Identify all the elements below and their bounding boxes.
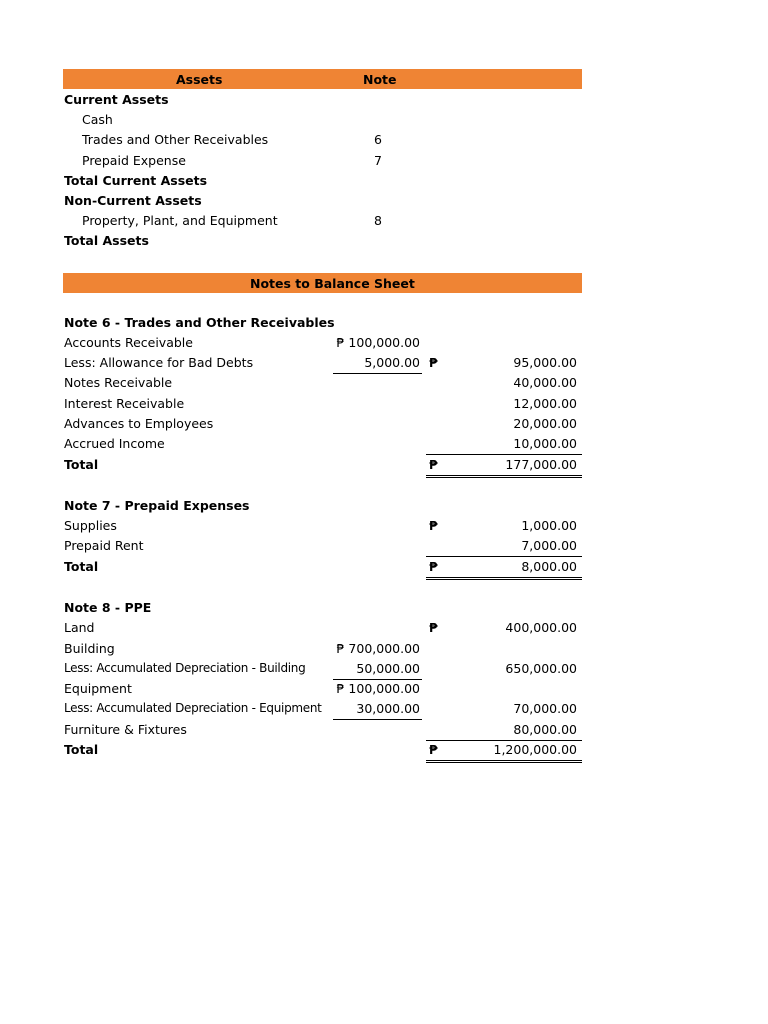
accrued-income-amount: 10,000.00 <box>513 436 577 451</box>
trades-label: Trades and Other Receivables <box>82 132 269 147</box>
note8-title-row <box>63 598 582 618</box>
peso-sign: ₱ <box>429 620 438 635</box>
prepaid-rent-amount: 7,000.00 <box>521 538 577 553</box>
note-column-header: Note <box>363 72 397 87</box>
prepaid-label: Prepaid Expense <box>82 153 186 168</box>
furniture-row <box>63 720 582 740</box>
double-underline <box>426 577 582 578</box>
peso-sign: ₱ <box>429 457 438 472</box>
total-assets-label: Total Assets <box>64 233 149 248</box>
building-amount: ₱ 700,000.00 <box>336 641 420 656</box>
furniture-label: Furniture & Fixtures <box>64 722 187 737</box>
furniture-amount: 80,000.00 <box>513 722 577 737</box>
dep-equipment-label: Less: Accumulated Depreciation - Equipment <box>64 701 322 715</box>
building-row <box>63 639 582 659</box>
assets-header-band <box>63 69 582 89</box>
allowance-net-amount: 95,000.00 <box>513 355 577 370</box>
equipment-label: Equipment <box>64 681 132 696</box>
notes-header-title: Notes to Balance Sheet <box>250 276 415 291</box>
note6-total-amount: 177,000.00 <box>505 457 577 472</box>
note7-title: Note 7 - Prepaid Expenses <box>64 498 250 513</box>
notes-receivable-amount: 40,000.00 <box>513 375 577 390</box>
dep-building-label: Less: Accumulated Depreciation - Building <box>64 661 306 675</box>
note8-total-amount: 1,200,000.00 <box>493 742 577 757</box>
interest-receivable-amount: 12,000.00 <box>513 396 577 411</box>
double-underline <box>426 475 582 476</box>
double-underline <box>426 762 582 763</box>
allowance-row <box>63 353 582 373</box>
double-underline <box>426 477 582 478</box>
note7-total-label: Total <box>64 559 99 574</box>
allowance-label: Less: Allowance for Bad Debts <box>64 355 254 370</box>
dep-equipment-amount: 30,000.00 <box>356 701 420 716</box>
ppe-note-number: 8 <box>374 213 382 228</box>
accounts-receivable-amount: ₱ 100,000.00 <box>336 335 420 350</box>
non-current-assets-label: Non-Current Assets <box>64 193 202 208</box>
land-label: Land <box>64 620 95 635</box>
current-assets-row <box>63 90 582 110</box>
prepaid-rent-label: Prepaid Rent <box>64 538 144 553</box>
note8-total-row <box>63 740 582 760</box>
ppe-label: Property, Plant, and Equipment <box>82 213 278 228</box>
assets-column-header: Assets <box>176 72 223 87</box>
note6-title-row <box>63 313 582 333</box>
note8-total-label: Total <box>64 742 99 757</box>
land-row <box>63 618 582 638</box>
interest-receivable-label: Interest Receivable <box>64 396 185 411</box>
accounts-receivable-row <box>63 333 582 353</box>
peso-sign: ₱ <box>429 559 438 574</box>
non-current-assets-row <box>63 191 582 211</box>
notes-receivable-row <box>63 373 582 393</box>
current-assets-label: Current Assets <box>64 92 169 107</box>
note7-total-amount: 8,000.00 <box>521 559 577 574</box>
note8-title: Note 8 - PPE <box>64 600 152 615</box>
accounts-receivable-label: Accounts Receivable <box>64 335 193 350</box>
trades-note-number: 6 <box>374 132 382 147</box>
accrued-income-row <box>63 434 582 454</box>
notes-header-band <box>63 273 582 293</box>
dep-equipment-row <box>63 699 582 719</box>
advances-amount: 20,000.00 <box>513 416 577 431</box>
total-assets-row <box>63 231 582 251</box>
land-amount: 400,000.00 <box>505 620 577 635</box>
equipment-amount: ₱ 100,000.00 <box>336 681 420 696</box>
building-label: Building <box>64 641 115 656</box>
total-current-assets-row <box>63 171 582 191</box>
note6-total-row <box>63 455 582 475</box>
prepaid-rent-row <box>63 536 582 556</box>
allowance-amount: 5,000.00 <box>364 355 420 370</box>
accrued-income-label: Accrued Income <box>64 436 165 451</box>
note7-title-row <box>63 496 582 516</box>
ppe-row <box>63 211 582 231</box>
peso-sign: ₱ <box>429 518 438 533</box>
interest-receivable-row <box>63 394 582 414</box>
supplies-label: Supplies <box>64 518 117 533</box>
note6-total-label: Total <box>64 457 99 472</box>
note6-title: Note 6 - Trades and Other Receivables <box>64 315 335 330</box>
trades-row <box>63 130 582 150</box>
double-underline <box>426 579 582 580</box>
total-current-assets-label: Total Current Assets <box>64 173 208 188</box>
notes-receivable-label: Notes Receivable <box>64 375 173 390</box>
equipment-row <box>63 679 582 699</box>
supplies-row <box>63 516 582 536</box>
supplies-amount: 1,000.00 <box>521 518 577 533</box>
dep-building-amount: 50,000.00 <box>356 661 420 676</box>
advances-row <box>63 414 582 434</box>
note7-total-row <box>63 557 582 577</box>
cash-row <box>63 110 582 130</box>
advances-label: Advances to Employees <box>64 416 214 431</box>
dep-building-row <box>63 659 582 679</box>
prepaid-row <box>63 151 582 171</box>
prepaid-note-number: 7 <box>374 153 382 168</box>
dep-building-net-amount: 650,000.00 <box>505 661 577 676</box>
peso-sign: ₱ <box>429 355 438 370</box>
cash-label: Cash <box>82 112 113 127</box>
dep-equipment-net-amount: 70,000.00 <box>513 701 577 716</box>
peso-sign: ₱ <box>429 742 438 757</box>
double-underline <box>426 760 582 761</box>
